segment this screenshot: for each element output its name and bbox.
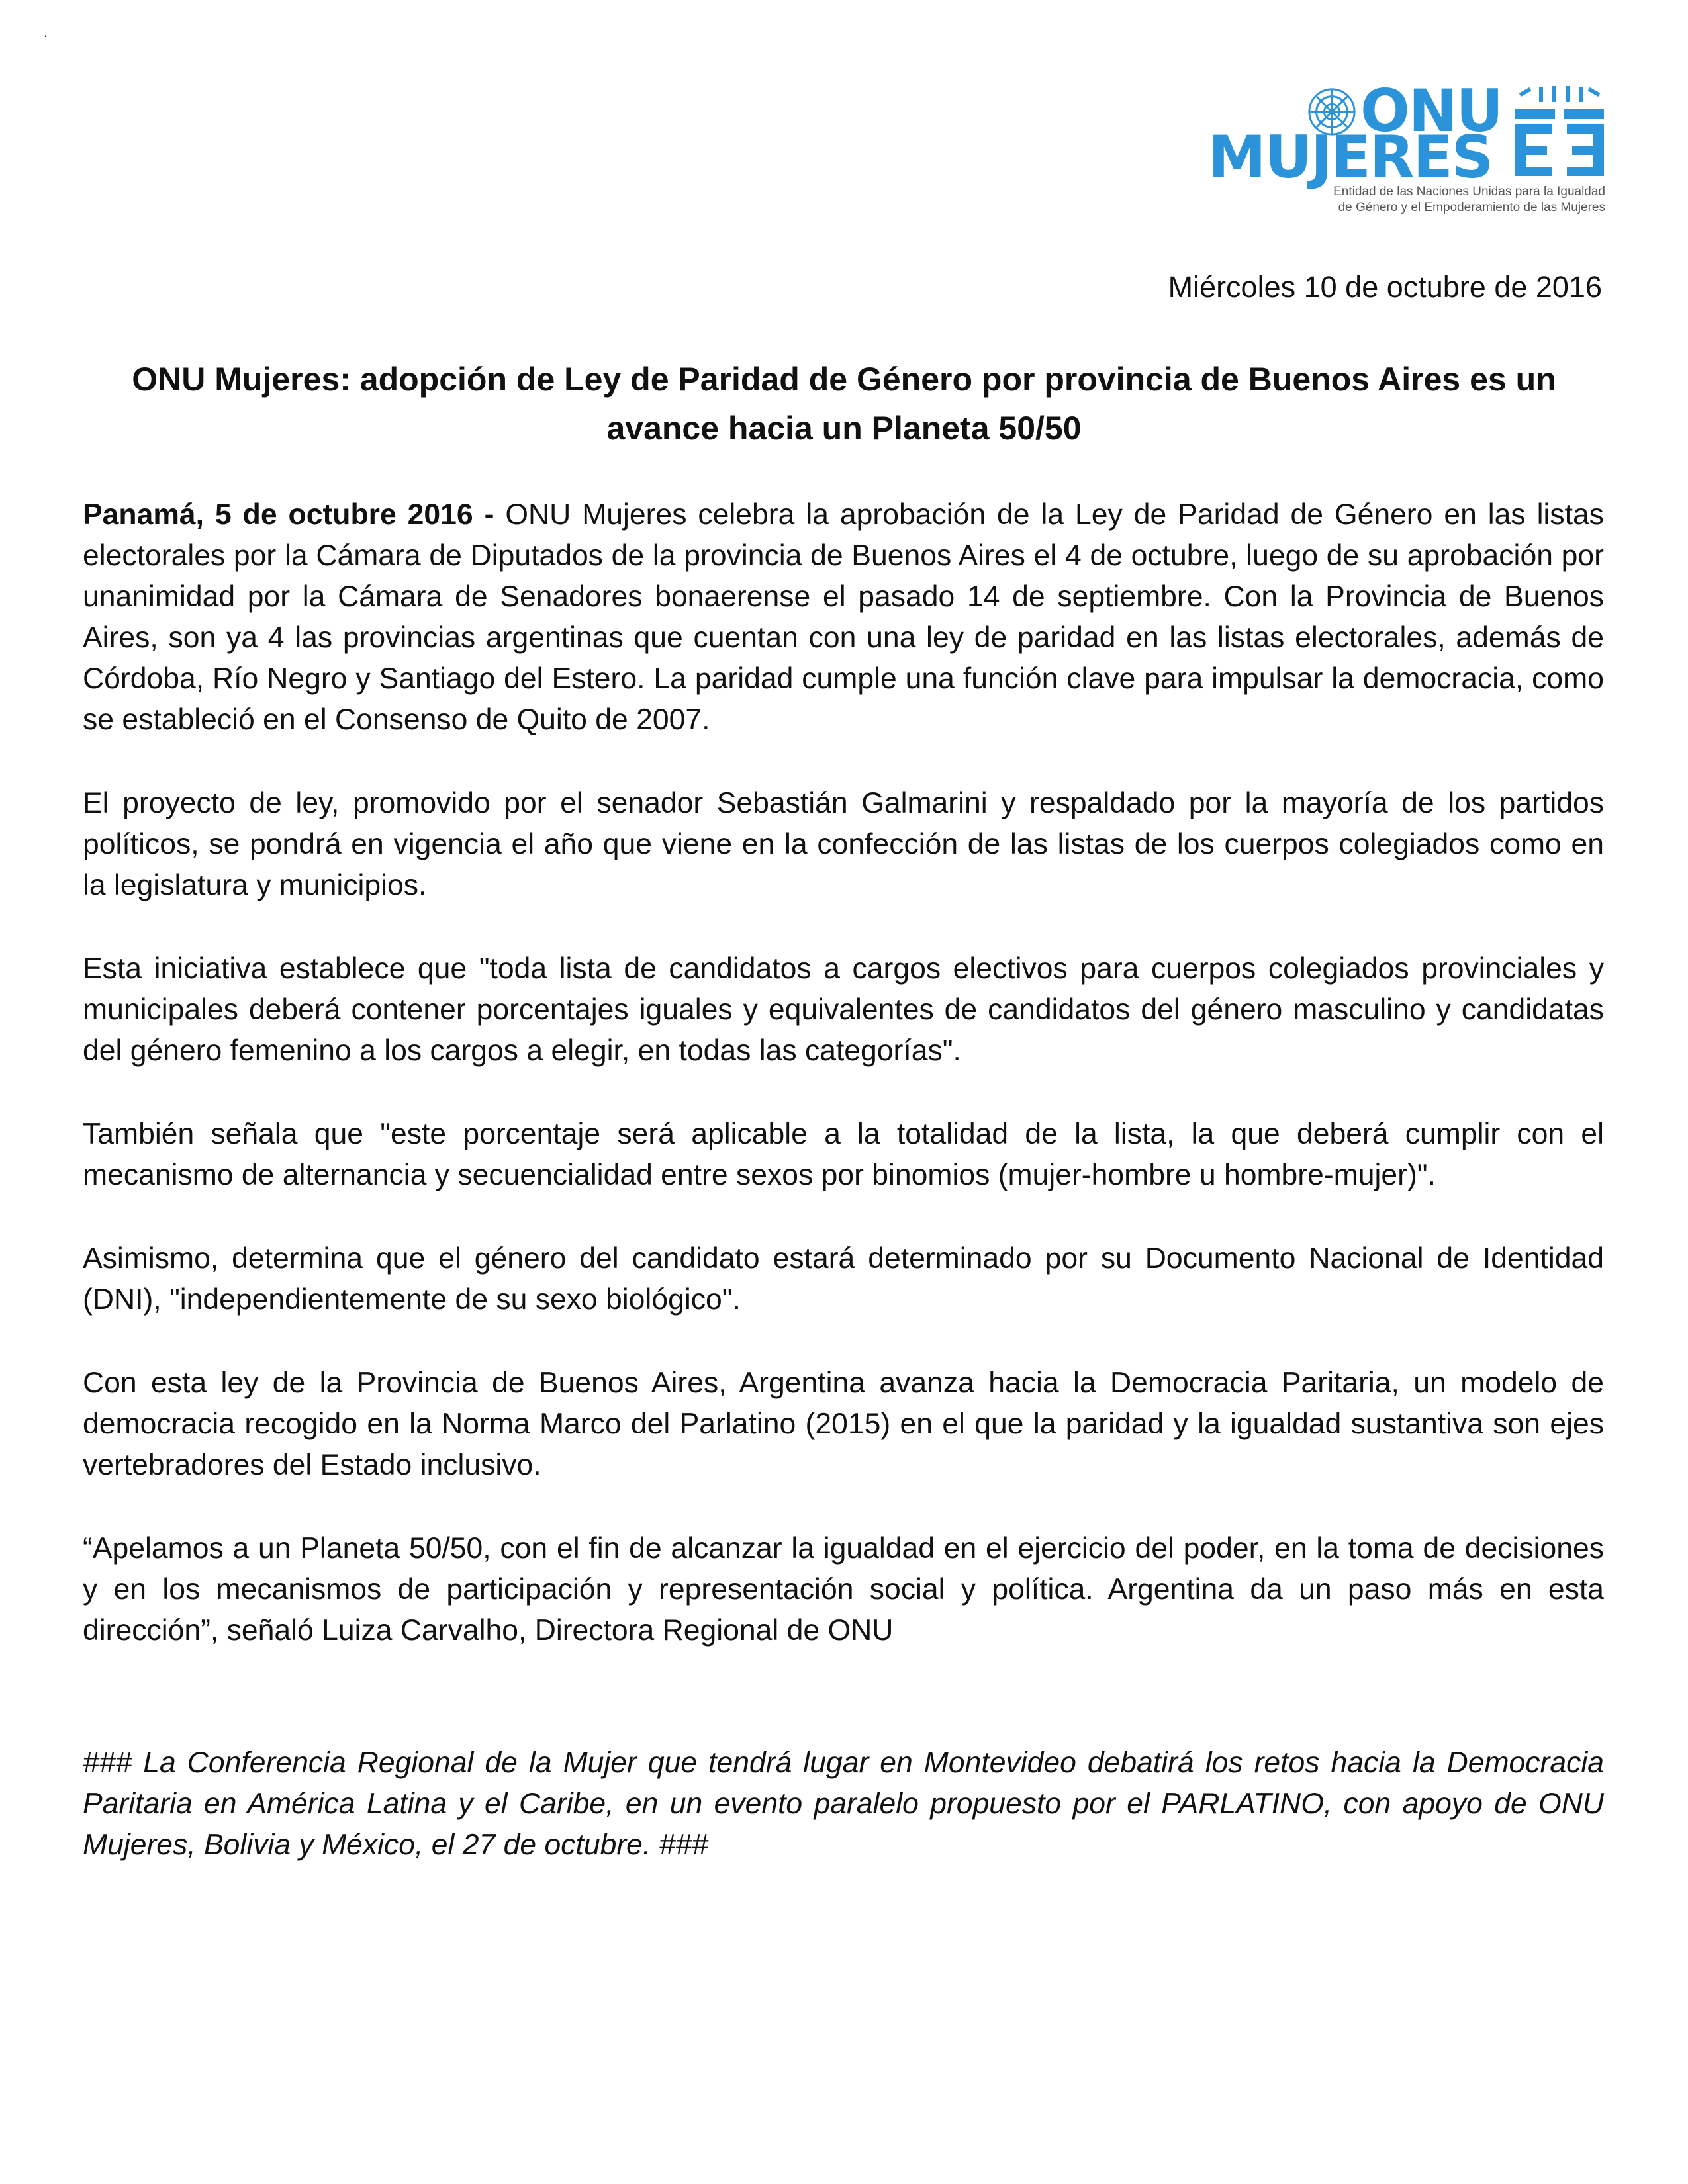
logo-tagline-line-1: Entidad de las Naciones Unidas para la Igualdad <box>1333 185 1605 199</box>
logo-onu-text: ONU <box>1360 77 1502 145</box>
paragraph-6: Con esta ley de la Provincia de Buenos Aires, Argentina avanza hacia la Democracia Paritaria, un modelo de democracia recogido en la Norma Marco del Parlatino (2015) en el que la paridad y la igualdad sustantiva son ejes vertebradores del Estado inclusivo. <box>83 1367 1604 1481</box>
paragraph-4: También señala que "este porcentaje será aplicable a la totalidad de la lista, la que deberá cumplir con el mecanismo de alternancia y secuencialidad entre sexos por binomios (mujer-hombre u hombre-mujer)". <box>83 1118 1604 1191</box>
equality-symbol-icon <box>1514 82 1605 179</box>
page-title: ONU Mujeres: adopción de Ley de Paridad de Género por provincia de Buenos Aires es un avance hacia un Planeta 50/50 <box>132 361 1556 447</box>
dateline: Panamá, 5 de octubre 2016 - <box>83 498 494 531</box>
footer-note: ### La Conferencia Regional de la Mujer que tendrá lugar en Montevideo debatirá los retos hacia la Democracia Paritaria en América Latina y el Caribe, en un evento paralelo propuesto por el PARLATINO, con apoyo de ONU Mujeres, Bolivia y México, el 27 de octubre. ### <box>83 1747 1604 1861</box>
paragraph-2: El proyecto de ley, promovido por el senador Sebastián Galmarini y respaldado por la mayoría de los partidos políticos, se pondrá en vigencia el año que viene en la confección de las listas de los cuerpos colegiados como en la legislatura y municipios. <box>83 787 1604 901</box>
stray-mark: . <box>44 24 48 40</box>
paragraph-7-quote: “Apelamos a un Planeta 50/50, con el fin de alcanzar la igualdad en el ejercicio del poder, en la toma de decisiones y en los mecanismos de participación y representación social y política. Argentina da un paso más en esta dirección”, señaló Luiza Carvalho, Directora Regional de ONU <box>83 1532 1604 1647</box>
document-date: Miércoles 10 de octubre de 2016 <box>1168 270 1602 304</box>
onu-mujeres-logo <box>1208 78 1605 220</box>
paragraph-3: Esta iniciativa establece que "toda lista de candidatos a cargos electivos para cuerpos colegiados provinciales y municipales deberá contener porcentajes iguales y equivalentes de candidatos del género masculino y candidatas del género femenino a los cargos a elegir, en todas las categorías". <box>83 952 1604 1067</box>
logo-mujeres-text: MUJERES <box>1208 123 1493 191</box>
paragraph-1-text: ONU Mujeres celebra la aprobación de la Ley de Paridad de Género en las listas electorales por la Cámara de Diputados de la provincia de Buenos Aires el 4 de octubre, luego de su aprobación por unanimidad por la Cámara de Senadores bonaerense el pasado 14 de septiembre. Con la Provincia de Buenos Aires, son ya 4 las provincias argentinas que cuentan con una ley de paridad en las listas electorales, además de Córdoba, Río Negro y Santiago del Estero. La paridad cumple una función clave para impulsar la democracia, como se estableció en el Consenso de Quito de 2007. <box>83 498 1604 736</box>
paragraph-1 <box>83 494 1604 741</box>
logo-tagline-line-2: de Género y el Empoderamiento de las Mujeres <box>1338 201 1605 214</box>
logo-tagline <box>1268 184 1605 216</box>
paragraph-5: Asimismo, determina que el género del candidato estará determinado por su Documento Nacional de Identidad (DNI), "independientemente de su sexo biológico". <box>83 1242 1604 1316</box>
press-release-body <box>83 494 1604 1908</box>
